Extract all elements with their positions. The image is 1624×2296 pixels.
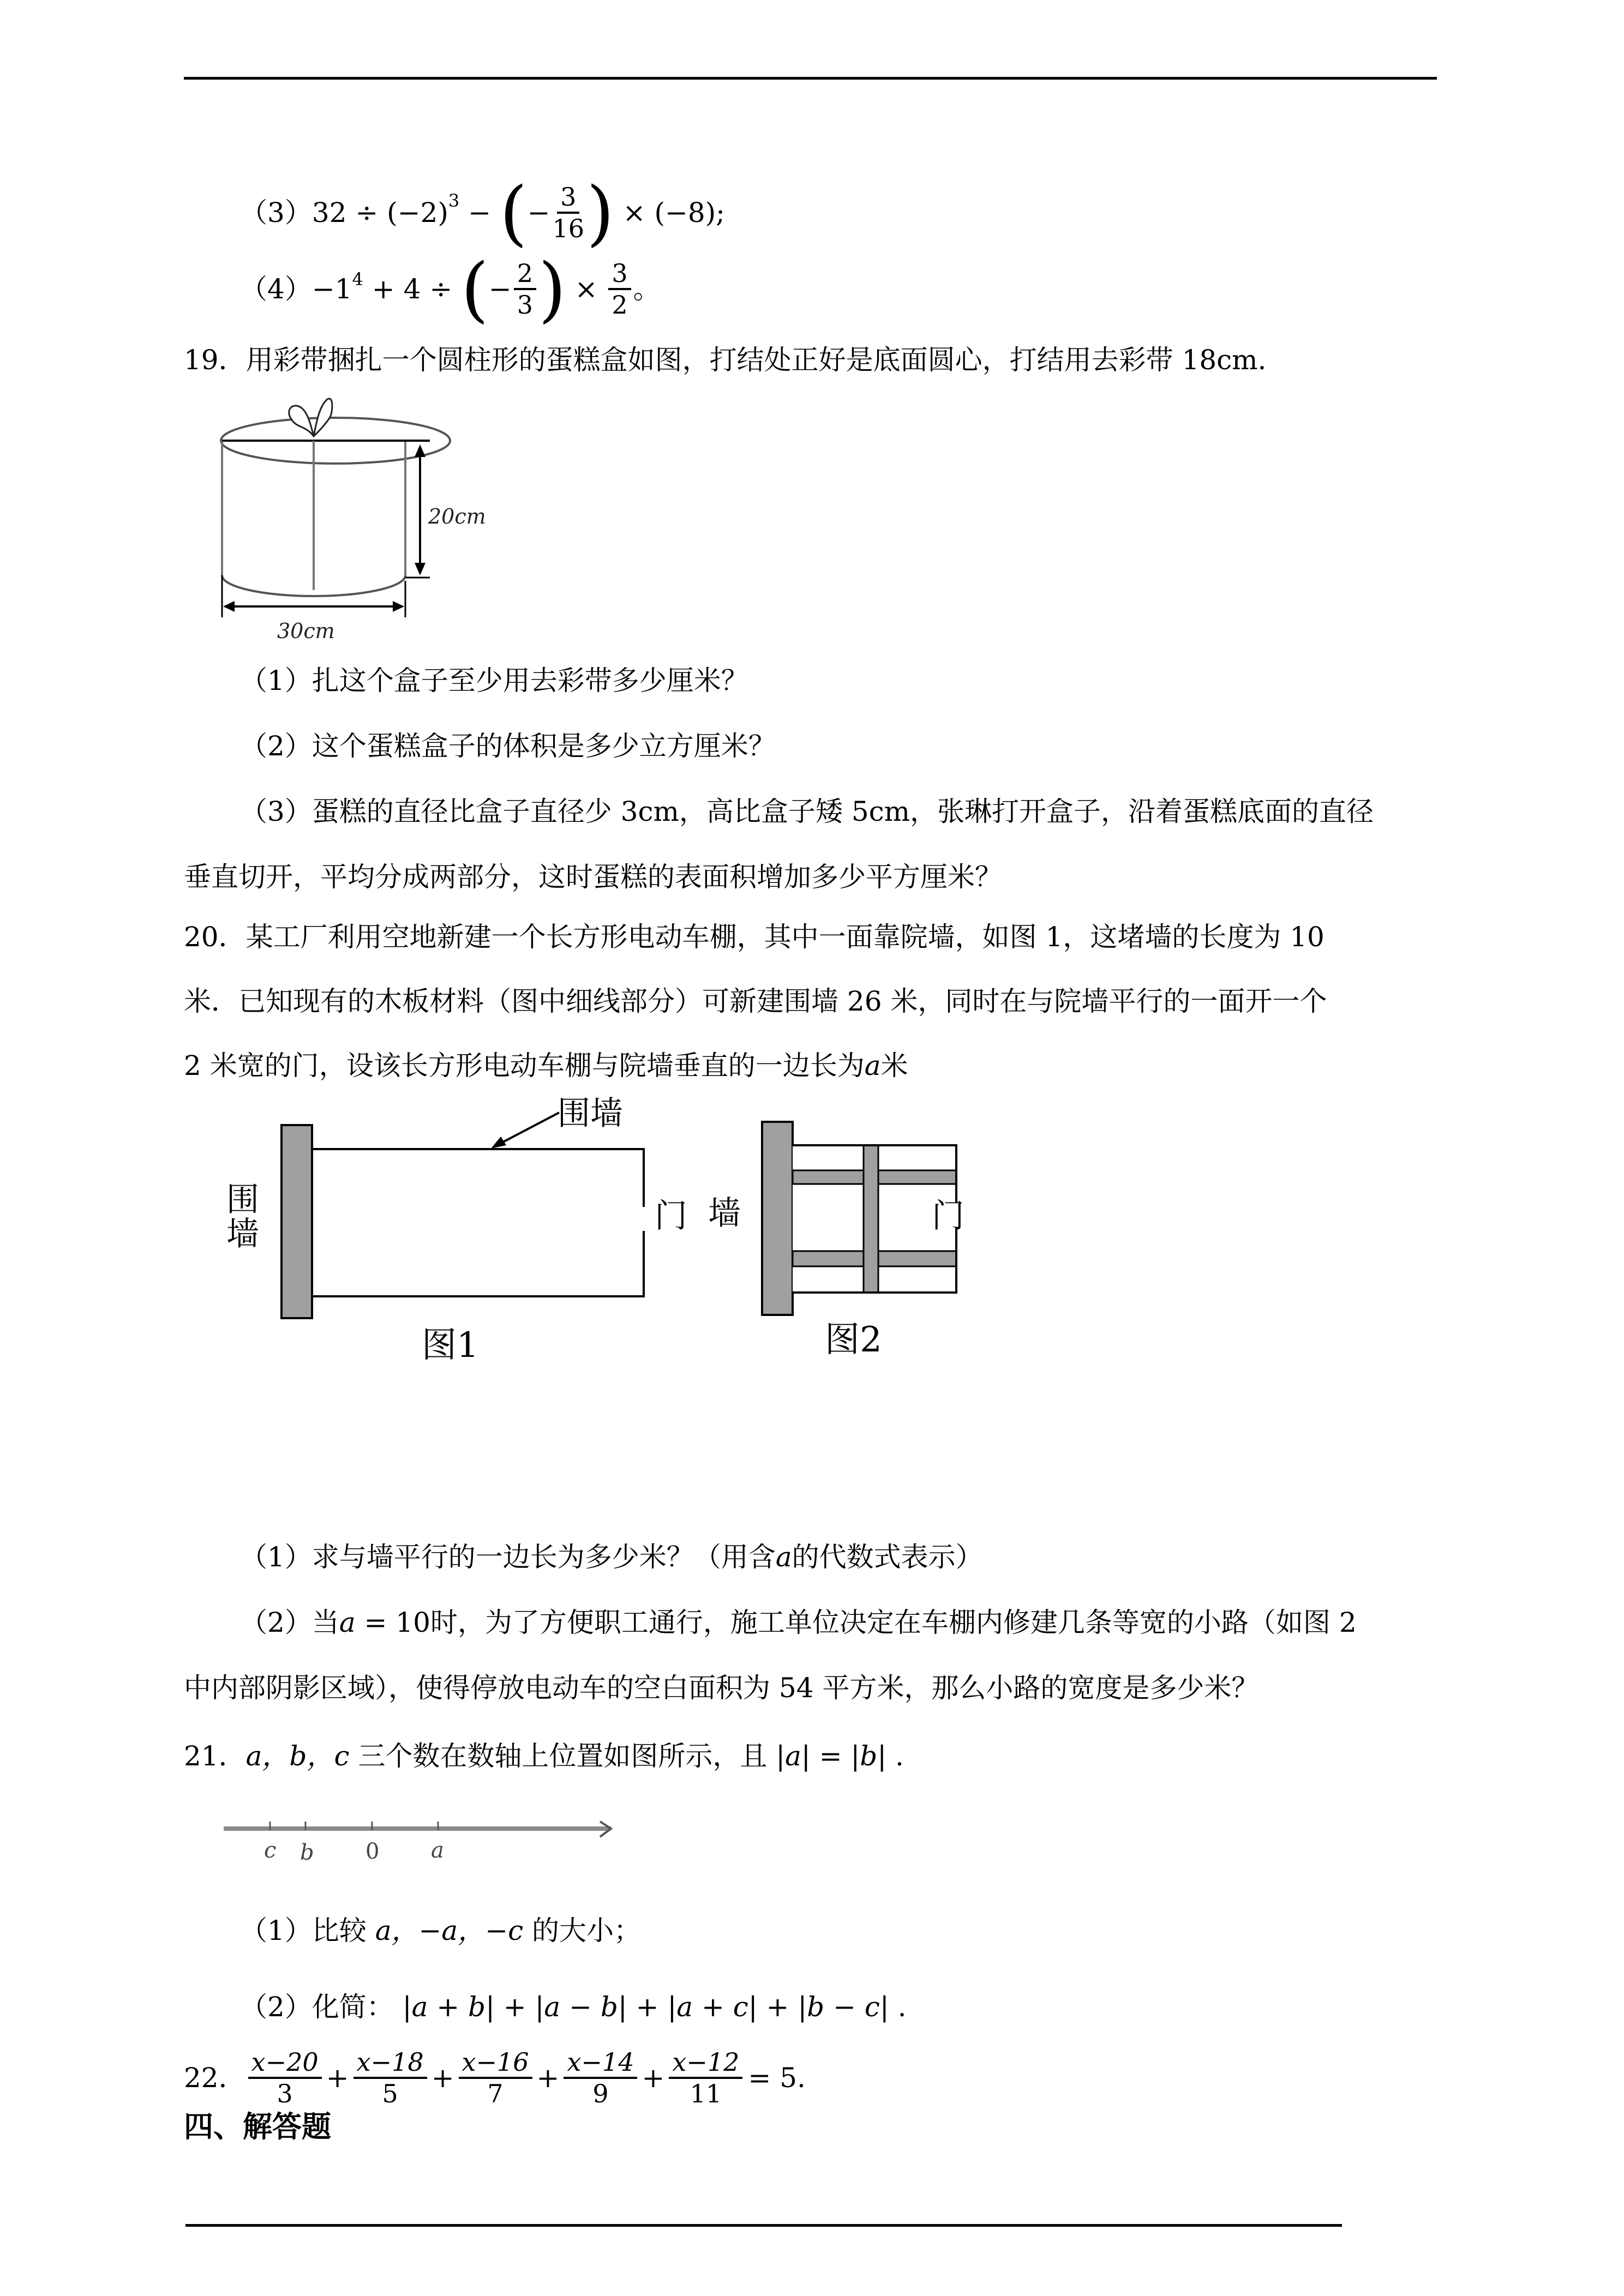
denominator: 9 [592,2079,609,2108]
section-heading: 四、解答题 [184,2109,331,2144]
q21-stem: 21．a，b，c 三个数在数轴上位置如图所示，且 |a| = |b| . [184,1740,904,1772]
path-vertical [864,1145,878,1293]
numerator: x−16 [459,2047,532,2079]
diameter-label: 30cm [277,619,335,643]
path-horizontal-bottom-left [793,1251,864,1266]
courtyard-wall [762,1122,793,1315]
numerator: x−20 [248,2047,322,2079]
figure-1-caption: 图1 [422,1325,479,1366]
door-label: 门 [655,1197,687,1235]
path-horizontal-top-right [878,1170,956,1184]
q18-part3: （3） 32 ÷ (−2) $^3$ − ( − $\frac{3}{16}$ ) × (−8); [240,171,726,254]
q20-sub1: （1）求与墙平行的一边长为多少米？（用含a的代数式表示） [240,1541,983,1573]
plus-sign: + [326,2062,349,2094]
label-b: b [300,1840,314,1865]
q20-sub2-line1: （2）当a = 10时，为了方便职工通行，施工单位决定在车棚内修建几条等宽的小路（如图 2 [240,1607,1357,1638]
figure-2 [698,1091,1189,1527]
fraction: $\frac{3}{2}$ [608,259,631,320]
fraction-term [669,2047,742,2108]
cake-box-figure [207,393,589,649]
q22-rhs: = 5. [748,2062,806,2094]
plus-sign: + [536,2062,560,2094]
numerator: x−14 [564,2047,637,2079]
footer-rule [185,2224,1342,2227]
numerator: x−18 [353,2047,427,2079]
fraction-term [564,2047,637,2108]
q20-sub2-line2: 中内部阴影区域），使得停放电动车的空白面积为 54 平方米，那么小路的宽度是多少米？ [184,1672,1259,1704]
fraction-term [353,2047,427,2108]
q21-sub1: （1）比较 a，−a，−c 的大小； [240,1915,642,1946]
q21-sub2: （2）化简： |a + b| + |a − b| + |a + c| + |b − c| . [240,1991,907,2023]
q18-part4: （4） −1 $^4$ + 4 ÷ ( − $\frac{2}{3}$ ) × $\frac{3}{2}$ 。 [240,248,661,330]
door-label: 门 [932,1197,964,1235]
fence-label: 围墙 [558,1095,623,1133]
q22-equation [184,2042,806,2113]
denominator: 3 [277,2079,293,2108]
q19-sub1: （1）扎这个盒子至少用去彩带多少厘米？ [240,665,748,696]
q20-stem-line2: 米．已知现有的木板材料（图中细线部分）可新建围墙 26 米，同时在与院墙平行的一面开一个 [184,985,1327,1017]
path-horizontal-bottom-right [878,1251,956,1266]
figure-1 [207,1091,698,1527]
denominator: 7 [487,2079,504,2108]
label-a: a [431,1838,444,1863]
denominator: 5 [382,2079,398,2108]
q22-number: 22． [184,2062,246,2094]
wall-label-bottom: 墙 [226,1215,259,1253]
path-horizontal-top-left [793,1170,864,1184]
wall-label-top: 围 [226,1181,259,1219]
figure-2-caption: 图2 [825,1320,882,1360]
fraction: $\frac{3}{16}$ [552,182,585,243]
q22-terms [246,2047,745,2108]
fraction-term [459,2047,532,2108]
label-c: c [264,1838,277,1863]
courtyard-wall [281,1125,312,1318]
q19-sub2: （2）这个蛋糕盒子的体积是多少立方厘米？ [240,730,776,762]
q20-stem-line1: 20．某工厂利用空地新建一个长方形电动车棚，其中一面靠院墙，如图 1，这堵墙的长度为 10 [184,921,1325,953]
inner-area [793,1145,1065,1293]
header-rule [184,77,1437,80]
wall-label: 墙 [708,1194,741,1233]
fraction: $\frac{2}{3}$ [514,259,536,320]
q19-stem: 19．用彩带捆扎一个圆柱形的蛋糕盒如图，打结处正好是底面圆心，打结用去彩带 18cm. [184,344,1267,376]
q20-stem-line3: 2 米宽的门，设该长方形电动车棚与院墙垂直的一边长为a米 [184,1050,908,1081]
label-zero: 0 [365,1839,380,1864]
q19-sub3-line1: （3）蛋糕的直径比盒子直径少 3cm，高比盒子矮 5cm，张琳打开盒子，沿着蛋糕底面的直径 [240,796,1374,827]
q18-part3-label: （3） [240,197,312,229]
fraction-term [248,2047,322,2108]
numerator: x−12 [669,2047,742,2079]
q18-part4-label: （4） [240,273,312,305]
number-line [218,1811,633,1876]
plus-sign: + [642,2062,665,2094]
denominator: 11 [690,2079,722,2108]
q19-sub3-line2: 垂直切开，平均分成两部分，这时蛋糕的表面积增加多少平方厘米？ [184,861,1002,893]
height-label: 20cm [428,504,486,528]
plus-sign: + [431,2062,454,2094]
fence [312,1149,644,1207]
